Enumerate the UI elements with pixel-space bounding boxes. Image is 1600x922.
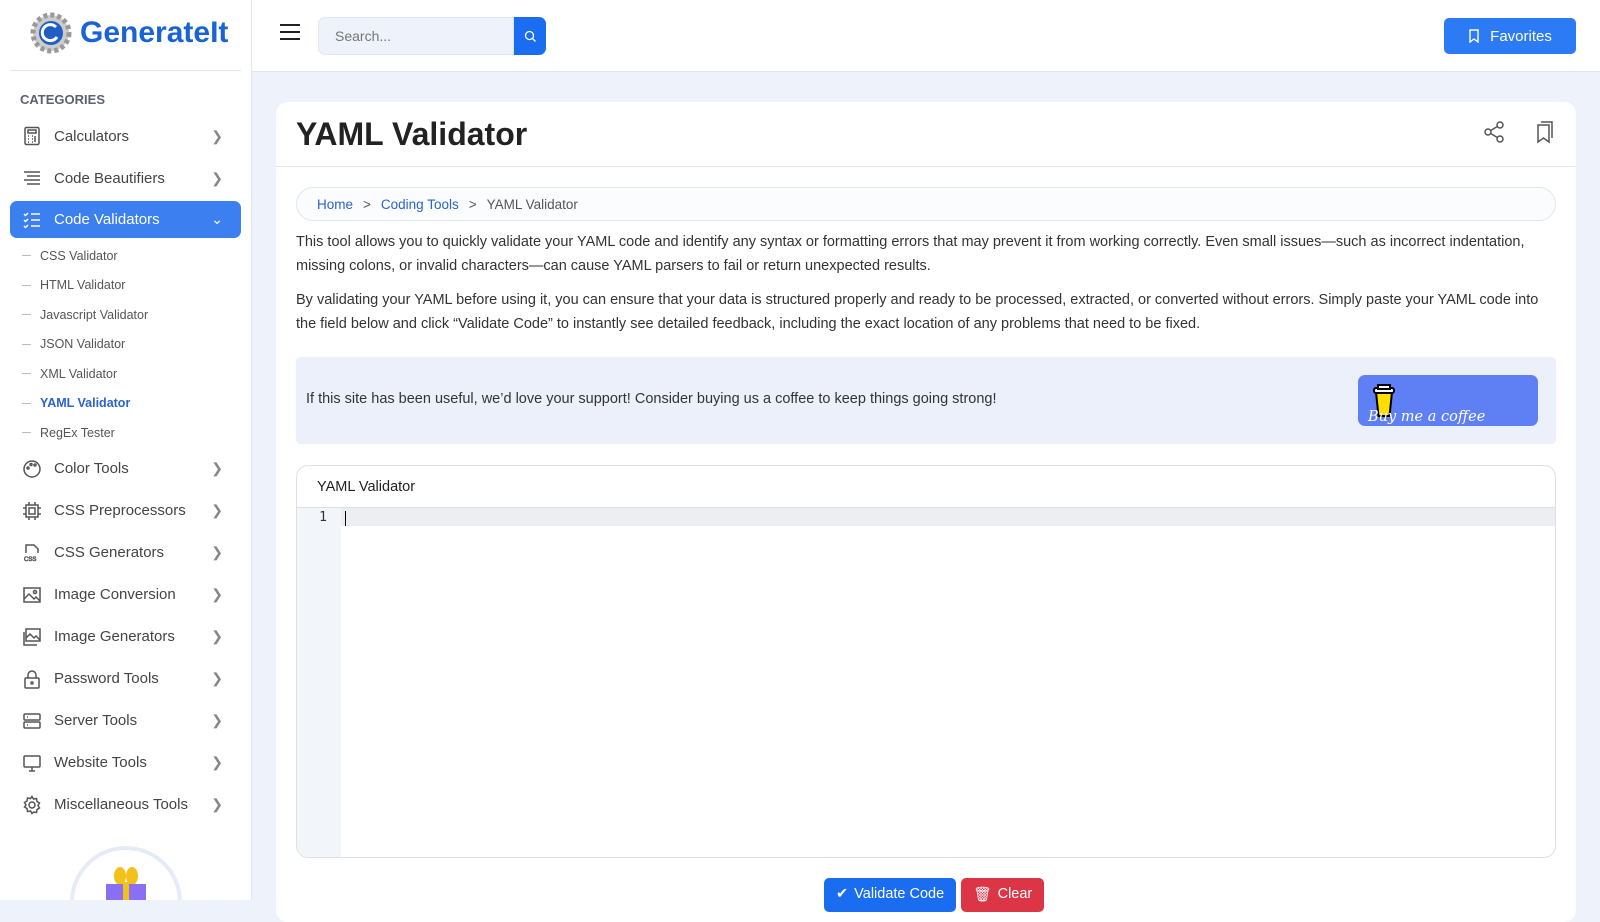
instructions-paragraph: By validating your YAML before using it, you can ensure that your data is structured properly and ready to be processed, extracted, or converted without errors. Simply paste your YAML code into the field below and click “Validate Code” to instantly see detailed feedback, including the exact location of any problems that need to be fixed. [296, 292, 1539, 332]
top-header [252, 0, 1600, 72]
chevron-right-icon: ❯ [211, 712, 223, 728]
logo[interactable] [30, 12, 228, 54]
sidebar-item-color-tools[interactable] [10, 448, 241, 490]
support-text: If this site has been useful, we’d love your support! Consider buying us a coffee to keep things going strong! [306, 391, 997, 407]
dash [22, 344, 31, 345]
dash [22, 432, 31, 433]
align-icon [22, 168, 42, 188]
breadcrumb-separator: > [468, 196, 477, 212]
favorites-button[interactable] [1444, 18, 1576, 54]
bookmark-icon[interactable] [1532, 120, 1556, 144]
sidebar-item-code-validators[interactable] [10, 201, 241, 238]
breadcrumb [296, 187, 1556, 221]
support-banner [296, 357, 1556, 444]
sidebar-subitem[interactable] [10, 300, 241, 330]
breadcrumb-separator: > [363, 196, 371, 212]
promo-gift-image [70, 846, 182, 900]
sidebar-subitem[interactable] [10, 418, 241, 448]
sidebar-subitem-label: JSON Validator [40, 337, 126, 352]
logo-gear-icon [30, 12, 72, 54]
menu-toggle-icon[interactable] [280, 24, 300, 45]
breadcrumb-home[interactable]: Home [317, 196, 354, 212]
dash [22, 403, 31, 404]
palette-icon [22, 459, 42, 479]
chevron-right-icon: ❯ [211, 628, 223, 644]
svg-text:CSS: CSS [24, 556, 37, 563]
sidebar-subitem[interactable] [10, 359, 241, 389]
logo-text: GenerateIt [80, 16, 229, 49]
sidebar-item-label: Code Validators [54, 211, 160, 228]
buy-me-a-coffee-button[interactable] [1358, 375, 1538, 426]
sidebar-subitem[interactable] [10, 271, 241, 301]
validate-label: Validate Code [854, 886, 945, 902]
sidebar-item-label: Miscellaneous Tools [54, 796, 188, 813]
gear-icon [22, 795, 42, 815]
sidebar-item-label: Website Tools [54, 754, 147, 771]
divider [276, 166, 1576, 167]
sidebar-item-css-generators[interactable] [10, 532, 241, 574]
check-circle-icon: ✔ [836, 886, 849, 902]
sidebar-subitem-label: Javascript Validator [40, 307, 149, 322]
editor-title: YAML Validator [297, 466, 1555, 508]
search-icon [524, 30, 537, 43]
sidebar-item-label: Image Generators [54, 628, 175, 645]
image-icon [22, 585, 42, 605]
tool-card [276, 102, 1576, 922]
sidebar-item-label: CSS Generators [54, 544, 165, 561]
line-gutter [297, 508, 341, 857]
sidebar-item-image-conversion[interactable] [10, 574, 241, 616]
intro-paragraph: This tool allows you to quickly validate your YAML code and identify any syntax or formatting errors that may prevent it from working correctly. Even small issues—such as incorrect indentation, missing colons, or invalid characters—can cause YAML parsers to fail or return unexpected results. [296, 234, 1525, 274]
css-file-icon [22, 543, 42, 563]
sidebar-item-password-tools[interactable] [10, 658, 241, 700]
trash-icon: 🗑 [973, 887, 992, 903]
categories-heading: CATEGORIES [20, 92, 105, 107]
images-icon [22, 627, 42, 647]
search-input[interactable] [318, 17, 514, 55]
chevron-right-icon: ❯ [211, 796, 223, 812]
chevron-right-icon: ❯ [211, 169, 223, 186]
sidebar-item-miscellaneous-tools[interactable] [10, 784, 241, 826]
calculator-icon [22, 126, 42, 146]
coffee-label: Buy me a coffee [1368, 409, 1486, 425]
sidebar-subitem-label: RegEx Tester [40, 425, 115, 440]
sidebar-subitem[interactable] [10, 389, 241, 419]
bookmark-icon [1468, 29, 1480, 43]
dash [22, 255, 31, 256]
chevron-right-icon: ❯ [211, 502, 223, 518]
divider [10, 70, 241, 71]
dash [22, 373, 31, 374]
sidebar-subitem[interactable] [10, 330, 241, 360]
chevron-right-icon: ❯ [211, 460, 223, 476]
share-icon[interactable] [1482, 120, 1506, 144]
validate-code-button[interactable] [824, 878, 956, 912]
sidebar-subitem-label: CSS Validator [40, 248, 118, 263]
lock-icon [22, 669, 42, 689]
favorites-label: Favorites [1490, 27, 1552, 45]
chevron-down-icon: ⌄ [211, 211, 223, 227]
monitor-icon [22, 753, 42, 773]
sidebar-item-label: Code Beautifiers [54, 169, 165, 187]
sidebar-item-image-generators[interactable] [10, 616, 241, 658]
dash [22, 285, 31, 286]
breadcrumb-coding-tools[interactable]: Coding Tools [380, 196, 459, 212]
sidebar-item-calculators[interactable] [10, 115, 241, 157]
sidebar [0, 0, 252, 900]
search-button[interactable] [514, 17, 546, 55]
sidebar-subitem[interactable] [10, 241, 241, 271]
chevron-right-icon: ❯ [211, 127, 223, 144]
breadcrumb-current: YAML Validator [486, 196, 578, 212]
dash [22, 314, 31, 315]
clear-button[interactable] [961, 878, 1044, 912]
chevron-right-icon: ❯ [211, 586, 223, 602]
sidebar-item-label: Image Conversion [54, 586, 176, 603]
sidebar-item-website-tools[interactable] [10, 742, 241, 784]
sidebar-item-label: Calculators [54, 127, 130, 145]
sidebar-subitem-label: XML Validator [40, 366, 118, 381]
sidebar-subitem-label: HTML Validator [40, 278, 126, 293]
sidebar-item-css-preprocessors[interactable] [10, 490, 241, 532]
page-title: YAML Validator [296, 116, 528, 152]
line-number: 1 [319, 510, 327, 525]
chevron-right-icon: ❯ [211, 544, 223, 560]
yaml-editor [296, 465, 1556, 858]
sidebar-item-label: Password Tools [54, 670, 159, 687]
sidebar-item-label: Color Tools [54, 460, 129, 477]
sidebar-item-server-tools[interactable] [10, 700, 241, 742]
checklist-icon [22, 210, 42, 230]
sidebar-item-label: CSS Preprocessors [54, 502, 186, 519]
sidebar-item-label: Server Tools [54, 712, 138, 729]
sidebar-item-code-beautifiers[interactable] [10, 157, 241, 199]
sidebar-nav [10, 115, 241, 826]
clear-label: Clear [997, 886, 1033, 902]
chevron-right-icon: ❯ [211, 754, 223, 770]
server-icon [22, 711, 42, 731]
chevron-right-icon: ❯ [211, 670, 223, 686]
chip-icon [22, 501, 42, 521]
sidebar-subitem-label: YAML Validator [40, 396, 131, 411]
